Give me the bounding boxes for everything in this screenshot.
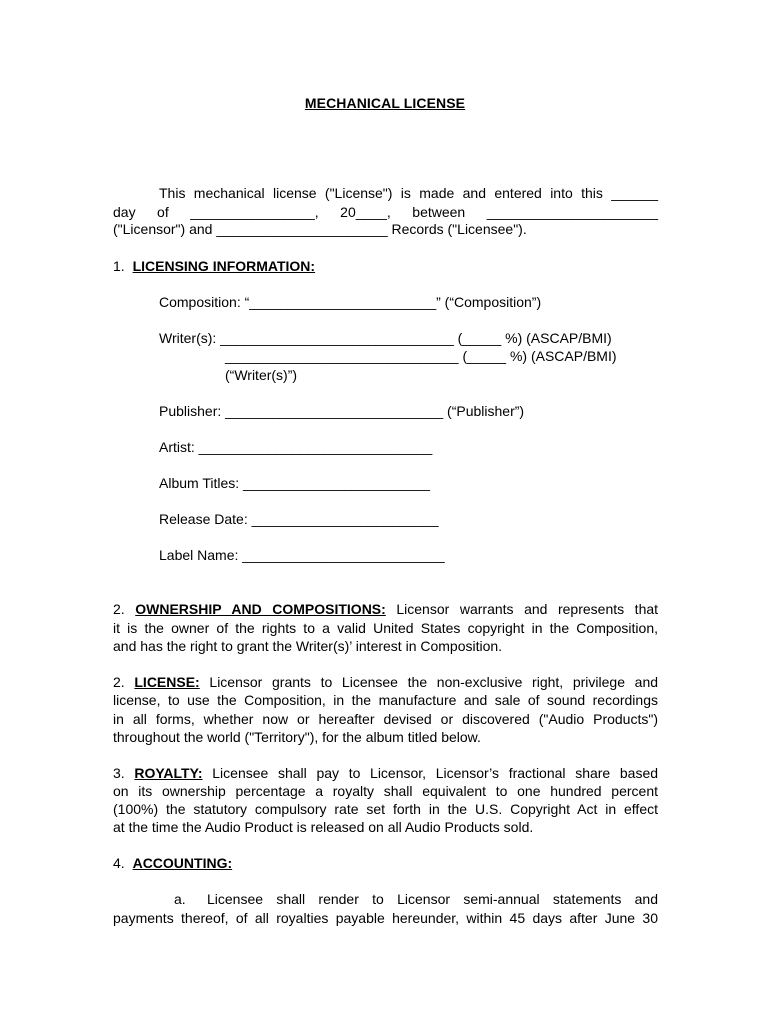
section-3-line-3: (100%) the statutory compulsory rate set forth in the U.S. Copyright Act in effect xyxy=(113,801,658,817)
writers-field-3: (“Writer(s)”) xyxy=(225,367,298,383)
section-3-line-4: at the time the Audio Product is released on all Audio Products sold. xyxy=(113,819,534,835)
release-date-field: Release Date: ________________________ xyxy=(159,511,439,527)
section-3-line-2: on its ownership percentage a royalty shall equivalent to one hundred percent xyxy=(113,783,658,799)
section-2a-number: 2. xyxy=(113,601,125,617)
section-4-heading-row xyxy=(113,854,232,872)
composition-field: Composition: “________________________” (“Composition”) xyxy=(159,294,542,310)
intro-line-3: ("Licensor") and ______________________ Records ("Licensee"). xyxy=(113,221,527,237)
section-4-number: 4. xyxy=(113,855,125,871)
label-name-field: Label Name: __________________________ xyxy=(159,547,445,563)
intro-line-1: This mechanical license ("License") is made and entered into this ______ xyxy=(159,185,658,201)
section-2a-text: Licensor warrants and represents that xyxy=(396,601,659,617)
section-4a-line-2: payments thereof, of all royalties payable hereunder, within 45 days after June 30 xyxy=(113,910,658,926)
section-1-heading-row xyxy=(113,257,315,275)
section-1-heading: LICENSING INFORMATION: xyxy=(132,258,316,274)
section-4a-label: a. xyxy=(174,891,186,907)
section-2b-line-3: in all forms, whether now or hereafter devised or discovered ("Audio Products") xyxy=(113,711,658,727)
section-2a-line-1 xyxy=(113,600,658,618)
album-titles-field: Album Titles: ________________________ xyxy=(159,475,430,491)
section-2b-number: 2. xyxy=(113,674,125,690)
section-2a-heading: OWNERSHIP AND COMPOSITIONS: xyxy=(135,601,386,617)
intro-line-2: day of ________________, 20____, between ______________________ xyxy=(113,204,658,220)
section-4a-line-1: Licensee shall render to Licensor semi-annual statements and xyxy=(207,891,658,907)
section-3-line-1 xyxy=(113,764,658,782)
section-4-heading: ACCOUNTING: xyxy=(132,855,233,871)
section-2a-line-3: and has the right to grant the Writer(s)’ interest in Composition. xyxy=(113,638,503,654)
section-2b-line-4: throughout the world ("Territory"), for the album titled below. xyxy=(113,729,481,745)
document-title: MECHANICAL LICENSE xyxy=(304,95,466,111)
section-2a-line-2: it is the owner of the rights to a valid United States copyright in the Composition, xyxy=(113,620,658,636)
section-2b-text: Licensor grants to Licensee the non-exclusive right, privilege and xyxy=(209,674,659,690)
writers-field-2: ______________________________ (_____ %) (ASCAP/BMI) xyxy=(225,348,617,364)
artist-field: Artist: ______________________________ xyxy=(159,439,433,455)
section-1-number: 1. xyxy=(113,258,125,274)
section-3-number: 3. xyxy=(113,765,125,781)
section-2b-line-1 xyxy=(113,673,658,691)
section-2b-heading: LICENSE: xyxy=(134,674,200,690)
publisher-field: Publisher: ____________________________ (“Publisher”) xyxy=(159,403,525,419)
writers-field-1: Writer(s): ______________________________ (_____ %) (ASCAP/BMI) xyxy=(159,330,612,346)
section-3-heading: ROYALTY: xyxy=(134,765,203,781)
section-2b-line-2: license, to use the Composition, in the manufacture and sale of sound recordings xyxy=(113,692,658,708)
section-3-text: Licensee shall pay to Licensor, Licensor’s fractional share based xyxy=(212,765,659,781)
